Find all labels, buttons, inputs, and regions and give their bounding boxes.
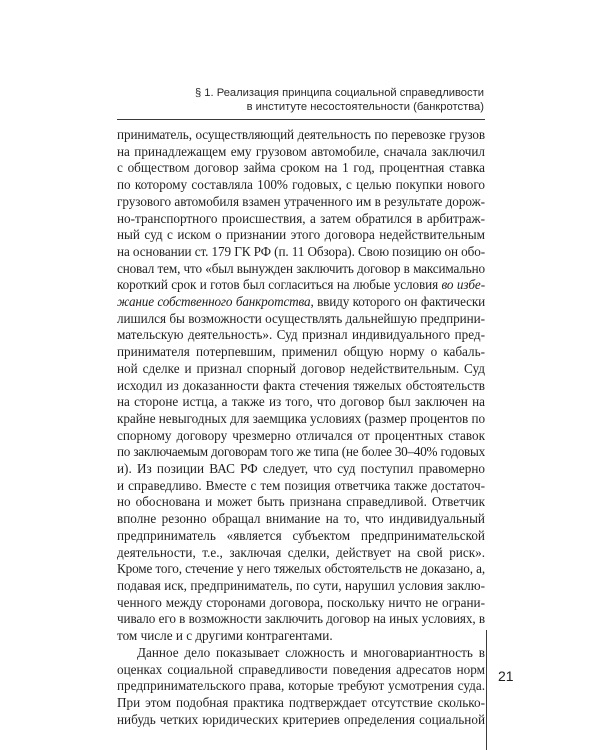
text-line: но-транспортного происшествия, а затем обратился в арбитраж-: [117, 210, 485, 226]
text-line: мательскую деятельность». Суд признал индивидуального пред-: [117, 327, 485, 343]
text-line: деятельности, т.е., заключая сделки, действует на свой риск».: [117, 544, 485, 560]
text-line: и). Из позиции ВАС РФ следует, что суд поступил правомерно: [117, 461, 485, 477]
text-line: оценках социальной справедливости поведения адресатов норм: [117, 661, 485, 677]
running-head-line-1: § 1. Реализация принципа социальной справедливости: [194, 87, 484, 99]
text-line: [117, 294, 485, 311]
text-segment: короткий срок и готов был согласиться на любые условия: [117, 277, 442, 293]
text-line: чивало его в возможности заключить договор на иных условиях, в: [117, 611, 485, 627]
text-line: на принадлежащем ему грузовом автомобиле, сначала заключил: [117, 143, 485, 159]
running-head: [124, 86, 484, 114]
text-line: При этом подобная практика подтверждает отсутствие сколько-: [117, 694, 485, 710]
text-line: крайне невыгодных для заемщика условиях (размер процентов по: [117, 410, 485, 426]
margin-rule: [486, 630, 487, 750]
running-head-line-2: в институте несостоятельности (банкротства): [246, 101, 484, 113]
text-line: приниматель, осуществляющий деятельность по перевозке грузов: [117, 127, 485, 142]
text-line: [117, 277, 485, 294]
text-segment: , ввиду которого он фактически: [310, 294, 485, 310]
text-line: исходил из доказанности факта стечения тяжелых обстоятельств: [117, 377, 485, 393]
text-line: по заключаемым договорам того же типа (не более 30–40% годовых: [117, 444, 485, 460]
text-line: лишился бы возможности осуществлять дальнейшую предприни-: [117, 310, 485, 326]
text-line: с обществом договор займа сроком на 1 год, процентная ставка: [117, 160, 485, 176]
text-line: вполне резонно обращал внимание на то, что индивидуальный: [117, 511, 485, 527]
text-line: ный суд с иском о признании этого договора недействительным: [117, 227, 485, 243]
text-line: предпринимательского права, которые требуют усмотрения суда.: [117, 678, 485, 694]
text-line: нибудь четких юридических критериев определения социальной: [117, 711, 485, 727]
text-line: спорному договору чрезмерно отличался от процентных ставок: [117, 427, 485, 443]
text-line: на основании ст. 179 ГК РФ (п. 11 Обзора). Свою позицию он обо-: [117, 243, 486, 259]
text-line: Кроме того, стечение у него тяжелых обстоятельств не доказано, а,: [117, 561, 485, 577]
text-line: ченного между сторонами договора, поскольку ничто не ограни-: [117, 594, 485, 610]
text-line: подавая иск, предприниматель, по сути, нарушил условия заклю-: [117, 577, 485, 593]
page-number: 21: [498, 668, 514, 684]
text-line: том числе и с другими контрагентами.: [117, 628, 333, 644]
header-rule: [117, 119, 485, 120]
body-text: [117, 127, 485, 728]
text-line: на стороне истца, а также из того, что договор был заключен на: [117, 394, 485, 410]
paragraph-2: [117, 645, 485, 729]
paragraph-1: [117, 127, 485, 645]
text-line: Данное дело показывает сложность и многовариантность в: [137, 644, 485, 660]
italic-text: жание собственного банкротства: [117, 294, 311, 310]
text-line: ной сделке и признал спорный договор недействительным. Суд: [117, 360, 485, 376]
text-line: но обоснована и может быть признана справедливой. Ответчик: [117, 494, 485, 510]
text-line: и справедливо. Вместе с тем позиция ответчика также достаточ-: [117, 477, 485, 493]
text-line: грузового автомобиля взамен утраченного им в результате дорож-: [117, 193, 485, 209]
text-line: предприниматель «является субъектом предпринимательской: [117, 527, 485, 543]
italic-text: во избе-: [441, 277, 485, 293]
text-line: по которому составляла 100% годовых, с целью покупки нового: [117, 177, 485, 193]
text-line: сновал тем, что «был вынужден заключить договор в максимально: [117, 260, 485, 276]
text-line: принимателя потерпевшим, применил общую норму о кабаль-: [117, 344, 485, 360]
